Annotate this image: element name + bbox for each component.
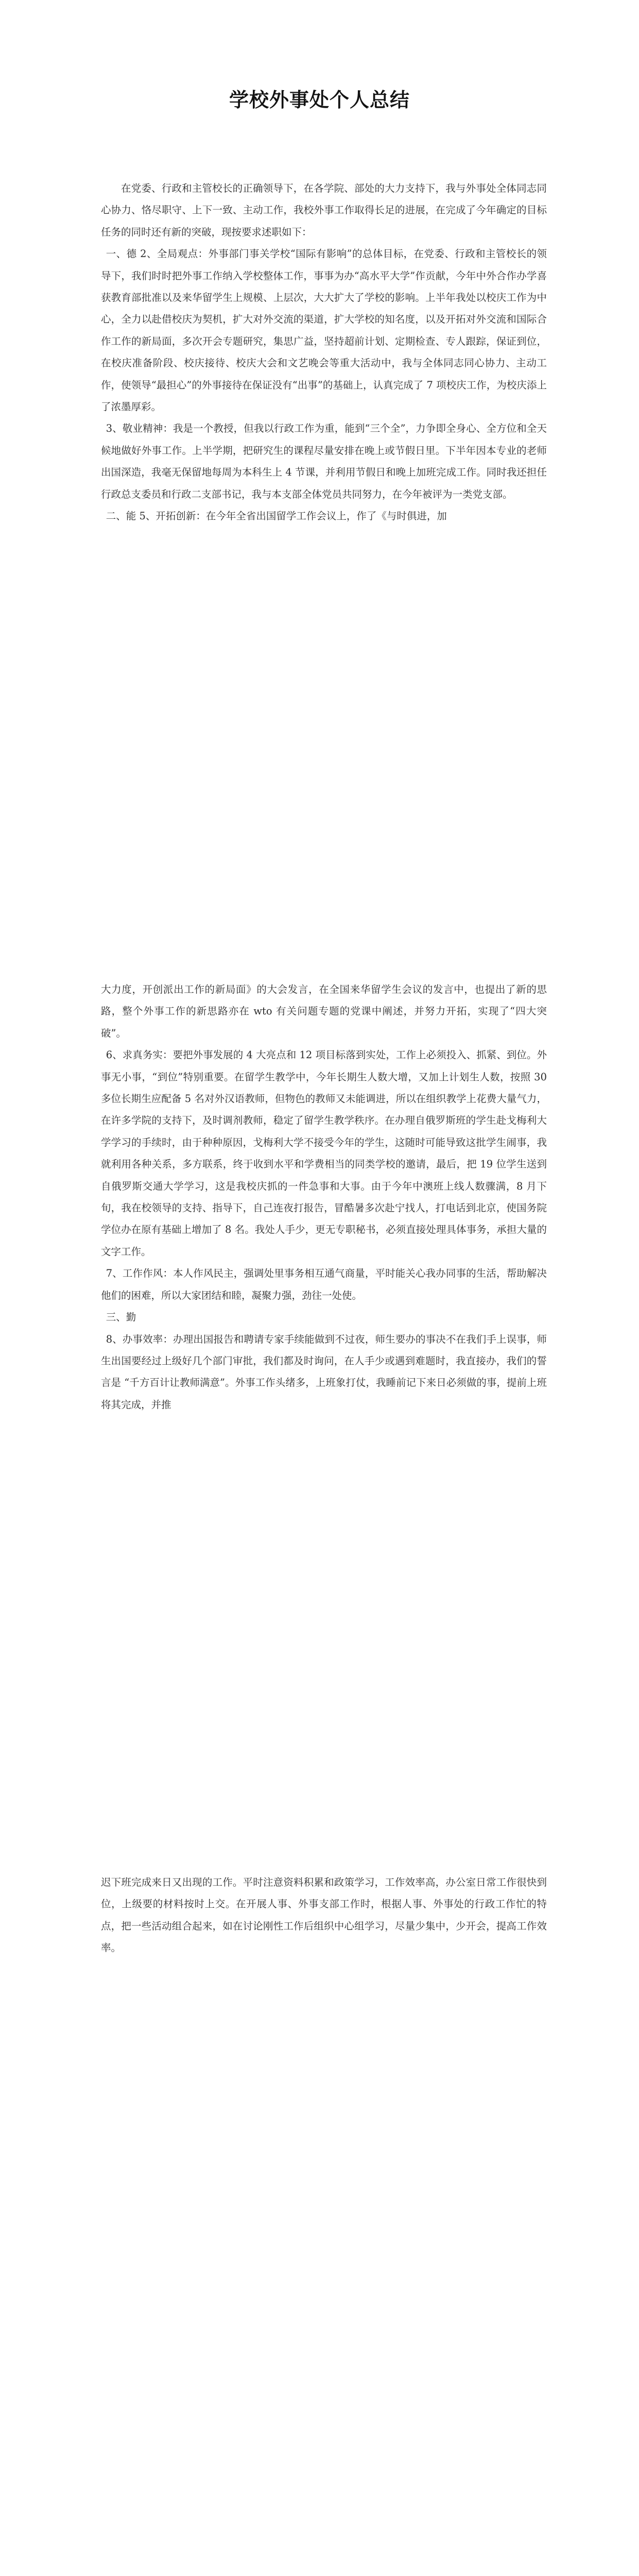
- paragraph-conclusion: 迟下班完成来日又出现的工作。平时注意资料积累和政策学习，工作效率高，办公室日常工作很快到位，上级要的材料按时上交。在开展人事、外事支部工作时，根据人事、外事处的行政工作忙的特点，把一些活动组合起来，如在讨论刚性工作后组织中心组学习，尽量少集中，少开会，提高工作效率。: [101, 1876, 547, 1954]
- paragraph-efficiency: 8、办事效率：办理出国报告和聘请专家手续能做到不过夜，师生要办的事决不在我们手上误事，师生出国要经过上级好几个部门审批，我们都及时询问，在人手少或遇到难题时，我直接办，我们的誓言是 “千方百计让教师满意”。外事工作头绪多，上班象打仗，我睡前记下来日必须做的事，提前上班将其完成，并推: [101, 1333, 547, 1411]
- paragraph-section-one-overview: 一、德 2、全局观点：外事部门事关学校“国际有影响”的总体目标，在党委、行政和主管校长的领导下，我们时时把外事工作纳入学校整体工作，事事为办“高水平大学”作贡献，今年中外合作办学喜获教育部批准以及来华留学生上规模、上层次，大大扩大了学校的影响。上半年我处以校庆工作为中心，全力以赴借校庆为契机，扩大对外交流的渠道，扩大学校的知名度，以及开拓对外交流和国际合作工作的新局面，多次开会专题研究，集思广益，坚持超前计划、定期检查、专人跟踪，保证到位，在校庆准备阶段、校庆接待、校庆大会和文艺晚会等重大活动中，我与全体同志同心协力、主动工作，使领导“最担心”的外事接待在保证没有“出事”的基础上，认真完成了 7 项校庆工作，为校庆添上了浓墨厚彩。: [101, 248, 547, 413]
- paragraph-breakthroughs: 大力度，开创派出工作的新局面》的大会发言，在全国来华留学生会议的发言中，也提出了新的思路，整个外事工作的新思路亦在 wto 有关问题专题的党课中阐述，并努力开拓，实现了“四大突破”。: [101, 984, 547, 1039]
- paragraph-work-style: 7、工作作风：本人作风民主，强调处里事务相互通气商量，平时能关心我办同事的生活，帮助解决他们的困难，所以大家团结和睦，凝聚力强，劲往一处使。: [101, 1267, 547, 1301]
- paragraph-section-two-innovation: 二、能 5、开拓创新：在今年全省出国留学工作会议上，作了《与时俱进，加: [106, 510, 447, 522]
- paragraph-pragmatism: 6、求真务实：要把外事发展的 4 大亮点和 12 项目标落到实处，工作上必须投入、抓紧、到位。外事无小事，“到位”特别重要。在留学生教学中，今年长期生人数大增，又加上计划生人数，按照 30 多位长期生应配备 5 名对外汉语教师，但物色的教师又未能调进，所以在组织教学上花费大量气力，在许多学院的支持下，及时调剂教师，稳定了留学生教学秩序。在办理自俄罗斯班的学生赴戈梅利大学学习的手续时，由于种种原因，戈梅利大学不接受今年的学生，这随时可能导致这批学生闹事，我就利用各种关系，多方联系，终于收到水平和学费相当的同类学校的邀请，最后，把 19 位学生送到自俄罗斯交通大学学习，这是我校庆抓的一件急事和大事。由于今年中澳班上线人数骤满，8 月下旬，我在校领导的支持、指导下，自己连夜打报告，冒酷暑多次赴宁找人，打电话到北京，使国务院学位办在原有基础上增加了 8 名。我处人手少，更无专职秘书，必须直接处理具体事务，承担大量的文字工作。: [101, 1049, 547, 1258]
- section-three-heading: 三、勤: [106, 1311, 136, 1324]
- text-block-1: [101, 178, 547, 528]
- document-title: 学校外事处个人总结: [229, 88, 410, 112]
- paragraph-intro: 在党委、行政和主管校长的正确领导下，在各学院、部处的大力支持下，我与外事处全体同志同心协力、恪尽职守、上下一致、主动工作，我校外事工作取得长足的进展，在完成了今年确定的目标任务的同时还有新的突破，现按要求述职如下：: [101, 182, 547, 238]
- paragraph-dedication: 3、敬业精神：我是一个教授，但我以行政工作为重，能到“三个全”，力争即全身心、全方位和全天候地做好外事工作。上半学期，把研究生的课程尽量安排在晚上或节假日里。下半年因本专业的老师出国深造，我毫无保留地每周为本科生上 4 节课，并利用节假日和晚上加班完成工作。同时我还担任行政总支委员和行政二支部书记，我与本支部全体党员共同努力，在今年被评为一类党支部。: [101, 422, 547, 500]
- text-block-3: [101, 1872, 547, 1959]
- text-block-2: [101, 979, 547, 1416]
